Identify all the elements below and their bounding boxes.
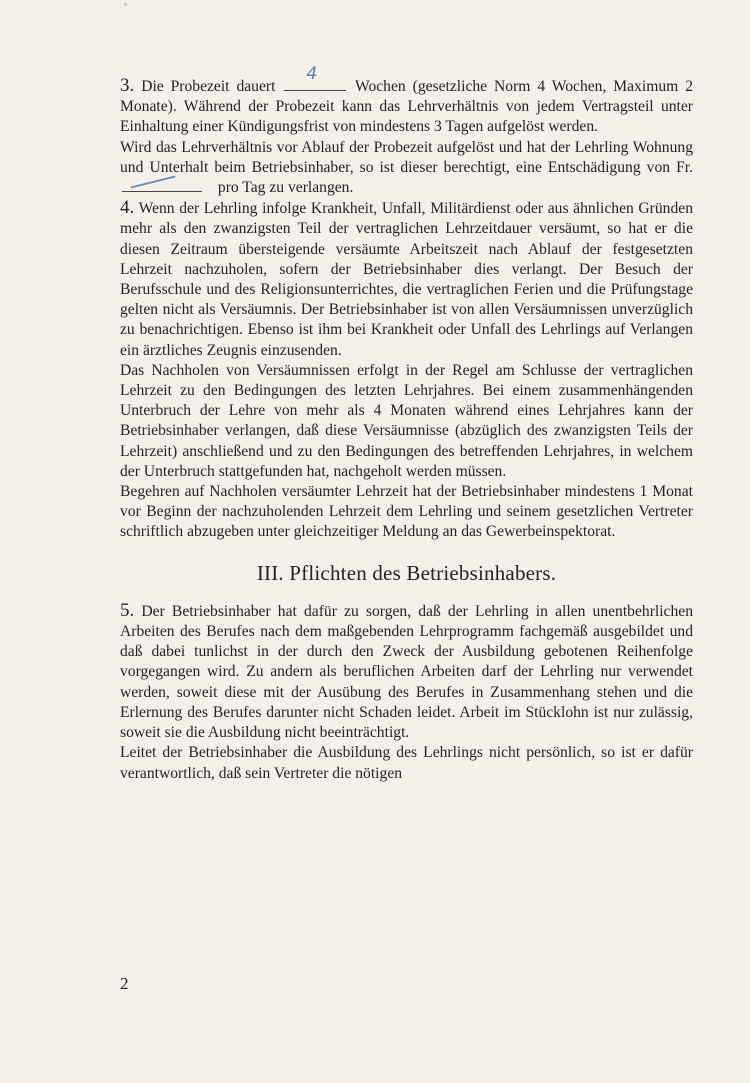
section-5-number: 5.	[120, 599, 135, 621]
handwritten-strike-mark	[130, 175, 175, 188]
section-5-text-1: Der Betriebsinhaber hat dafür zu sorgen, daß der Lehrling in allen unentbehrlichen Arbeiten des Berufes nach dem maßgebenden Lehrprogramm fachgemäß ausgebildet und daß dabei tunlichst in der durch den Zweck der Ausbildung gebotenen Reihenfolge vorgegangen wird. Zu andern als beruflichen Arbeiten darf der Lehrling nur verwendet werden, soweit diese mit der Ausübung des Berufes in Zusammenhang stehen und die Erlernung des Berufes darunter nicht Schaden leidet. Arbeit im Stücklohn ist nur zulässig, soweit sie die Ausbildung nicht beeinträchtigt.	[120, 602, 693, 742]
section-3-para-1	[120, 64, 693, 138]
section-5-para-1	[120, 601, 693, 743]
paper-speck	[124, 3, 127, 6]
section-3-text-a: Die Probezeit dauert	[141, 78, 276, 95]
page-content	[120, 64, 693, 784]
handwritten-weeks: 4	[306, 64, 318, 84]
page-number: 2	[120, 974, 129, 993]
section-4-number: 4.	[120, 197, 135, 219]
section-3-text-b: Wochen (gesetzliche Norm 4 Wochen, Maximum 2 Monate). Während der Probezeit kann das Lehrverhältnis von jedem Vertragsteil unter Einhaltung einer Kündigungsfrist von mindestens 3 Tagen aufgelöst werden.	[120, 78, 693, 136]
section-3-number: 3.	[120, 75, 135, 96]
section-4-para-1	[120, 198, 693, 361]
section-5-para-2: Leitet der Betriebsinhaber die Ausbildung des Lehrlings nicht persönlich, so ist er dafür verantwortlich, daß sein Vertreter die nötigen	[120, 744, 693, 782]
section-3-text-d: pro Tag zu verlangen.	[217, 179, 354, 197]
section-4-para-2: Das Nachholen von Versäumnissen erfolgt in der Regel am Schlusse der vertraglichen Lehrzeit zu den Bedingungen des letzten Lehrjahres. Bei einem zusammenhängenden Unterbruch der Lehre von mehr als 4 Monaten während eines Lehrjahres kann der Betriebsinhaber verlangen, daß diese Versäumnisse (abzüglich des zwanzigsten Teils der Lehrzeit) anschließend und zu den Bedingungen des betreffenden Lehrjahres, in welchem der Unterbruch stattgefunden hat, nachgeholt werden müssen.	[120, 361, 693, 480]
section-4-text-1: Wenn der Lehrling infolge Krankheit, Unfall, Militärdienst oder aus ähnlichen Gründen mehr als den zwanzigsten Teil der vertraglichen Lehrzeitdauer versäumt, so hat er die diesen Zeitraum übersteigende versäumte Arbeitszeit nach Ablauf der festgesetzten Lehrzeit nachzuholen, sofern der Betriebsinhaber dies verlangt. Der Besuch der Berufsschule und des Religionsunterrichtes, die vertraglichen Ferien und die Prüfungstage gelten nicht als Versäumnis. Der Betriebsinhaber ist von allen Versäumnissen unverzüglich zu benachrichtigen. Ebenso ist ihm bei Krankheit oder Unfall des Lehrlings auf Verlangen ein ärztliches Zeugnis einzusenden.	[120, 200, 693, 359]
probation-weeks-field	[284, 64, 346, 91]
section-heading: III. Pflichten des Betriebsinhabers.	[256, 560, 557, 585]
compensation-field	[122, 179, 202, 192]
section-3-para-2	[120, 138, 693, 199]
section-3-text-c: Wird das Lehrverhältnis vor Ablauf der Probezeit aufgelöst und hat der Lehrling Wohnung und Unterhalt beim Betriebsinhaber, so ist dieser berechtigt, eine Entschädigung von Fr.	[120, 138, 693, 176]
section-4-para-3: Begehren auf Nachholen versäumter Lehrzeit hat der Betriebsinhaber mindestens 1 Monat vor Beginn der nachzuholenden Lehrzeit dem Lehrling und seinem gesetzlichen Vertreter schriftlich abzugeben unter gleichzeitiger Meldung an das Gewerbeinspektorat.	[120, 483, 693, 541]
